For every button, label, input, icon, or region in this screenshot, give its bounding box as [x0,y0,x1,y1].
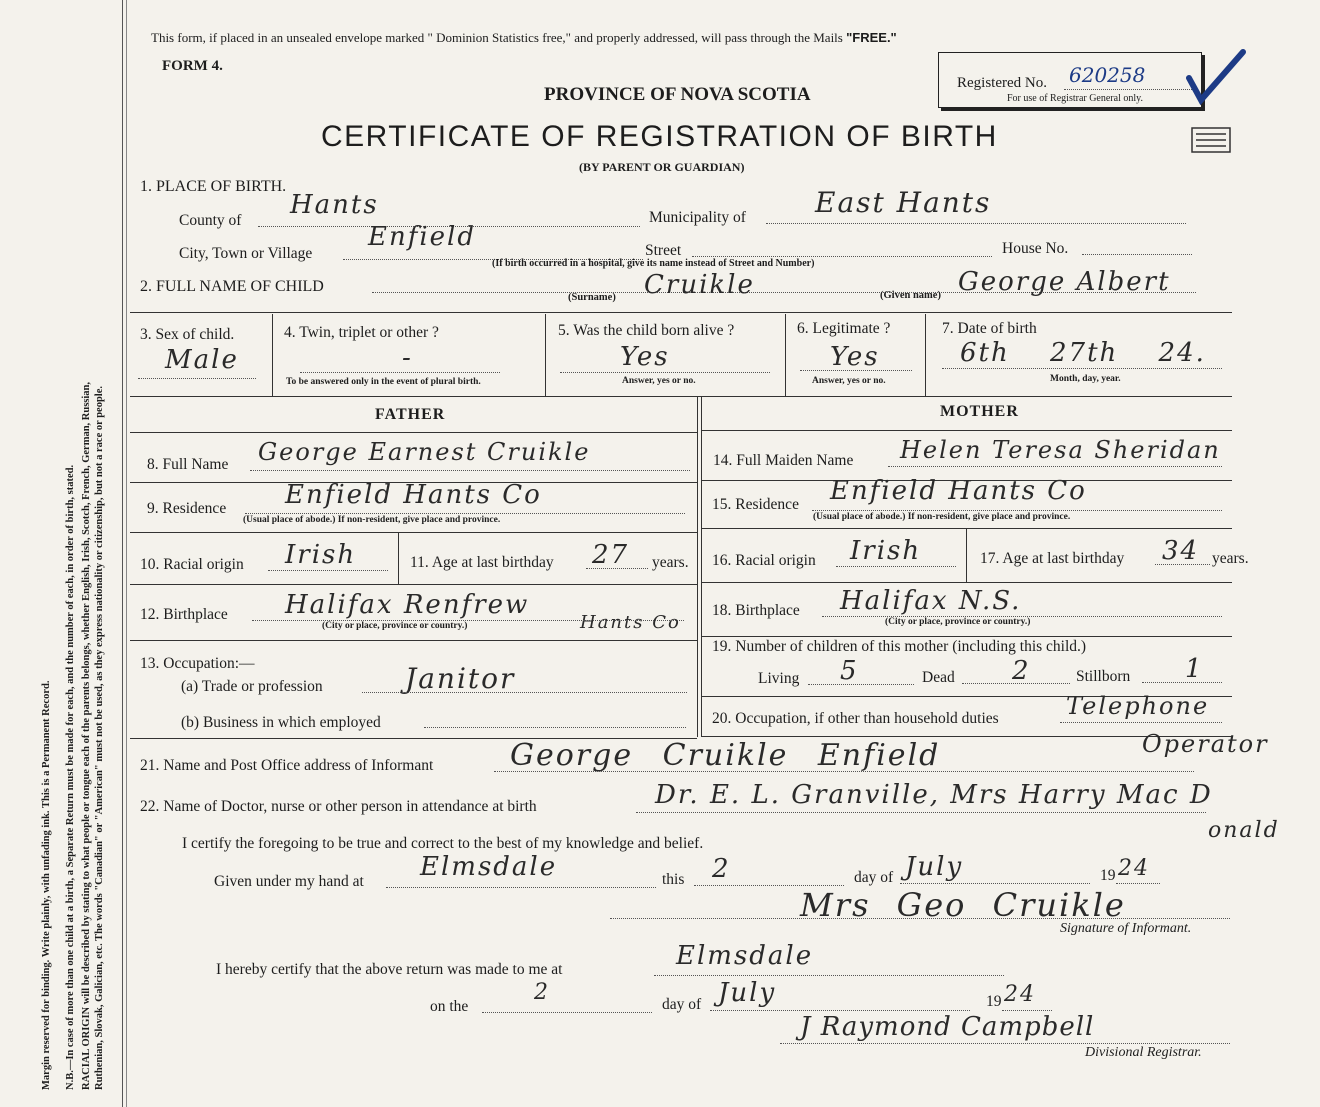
mother-birthplace-label: 18. Birthplace [712,602,800,619]
father-business-label: (b) Business in which employed [181,714,381,731]
twin-line [300,372,500,373]
registrar-year-line [1002,1010,1052,1011]
on-the-value: 2 [534,980,550,1005]
father-residence-note: (Usual place of abode.) If non-resident, give place and province. [243,515,501,525]
living-line [808,684,914,685]
given-name-label: (Given name) [880,290,941,301]
mother-birthplace-note: (City or place, province or country.) [885,617,1031,627]
parents-divider [697,397,698,737]
province-heading: PROVINCE OF NOVA SCOTIA [544,84,811,105]
mother-row-line-3 [701,582,1232,583]
registered-number: 620258 [1069,63,1146,87]
margin-notes [40,382,106,1090]
father-race-line [268,570,388,571]
alive-note: Answer, yes or no. [622,376,696,386]
house-line [1082,254,1192,255]
father-row-line-4 [130,640,697,641]
registered-box [938,52,1202,108]
father-trade-value: Janitor [405,662,516,695]
twin-note: To be answered only in the event of plural birth. [286,377,481,387]
this-day-value: 2 [712,854,731,884]
municipality-value: East Hants [815,186,992,219]
twin-label: 4. Twin, triplet or other ? [284,324,439,341]
row3-divider-1 [272,314,273,396]
registrar-signature-caption: Divisional Registrar. [1085,1045,1202,1060]
legitimate-line [800,370,912,371]
surname-label: (Surname) [568,292,616,303]
father-row-line-3 [130,584,697,585]
registrar-note: For use of Registrar General only. [1007,93,1143,104]
mother-heading-line [701,430,1232,431]
registrar-place-value: Elmsdale [676,941,814,971]
registrar-signature: J Raymond Campbell [800,1012,1095,1042]
mother-name-line [888,466,1222,467]
stillborn-line [1142,682,1222,683]
mail-notice-text: This form, if placed in an unsealed envelope marked " Dominion Statistics free," and properly addressed, will pass through the Mails [151,30,843,45]
father-age-value: 27 [592,540,630,570]
stillborn-label: Stillborn [1076,668,1131,685]
month-line [900,883,1090,884]
informant-label: 21. Name and Post Office address of Informant [140,757,434,774]
mother-age-value: 34 [1162,536,1200,566]
father-residence-line [245,513,685,514]
alive-value: Yes [620,342,670,372]
father-birthplace-label: 12. Birthplace [140,606,228,623]
father-birthplace-value-2: Hants Co [580,612,681,633]
father-trade-label: (a) Trade or profession [181,678,323,695]
twin-value: - [402,343,413,373]
living-label: Living [758,670,800,687]
parents-divider-2 [701,397,702,737]
check-mark-icon [1185,48,1247,108]
given-name-value: George Albert [958,267,1171,297]
row3-divider-3 [785,314,786,396]
mother-race-value: Irish [850,536,922,566]
father-race-age-divider [398,532,399,584]
alive-line [560,372,770,373]
informant-signature: Mrs Geo Cruikle [800,886,1126,924]
attendant-value: Dr. E. L. Granville, Mrs Harry Mac D [655,780,1213,810]
row3-top-border [130,312,1232,313]
mother-age-unit: years. [1212,550,1249,567]
informant-signature-caption: Signature of Informant. [1060,921,1192,936]
mother-race-line [836,566,956,567]
mother-residence-note: (Usual place of abode.) If non-resident, give place and province. [813,512,1071,522]
mother-heading: MOTHER [940,403,1019,420]
place-of-birth-heading: 1. PLACE OF BIRTH. [140,178,287,195]
row3-bottom-border [130,396,1232,397]
mother-name-label: 14. Full Maiden Name [713,452,854,469]
informant-line [494,771,1194,772]
surname-value: Cruikle [644,270,755,300]
mother-age-line [1155,564,1210,565]
registrar-day-of-label: day of [662,996,702,1013]
this-label: this [662,871,685,888]
municipality-label: Municipality of [649,209,746,226]
certificate-subtitle: (BY PARENT OR GUARDIAN) [579,160,745,174]
attendant-value-2: onald [1208,818,1280,843]
mother-birthplace-value: Halifax N.S. [840,586,1022,616]
legitimate-note: Answer, yes or no. [812,376,886,386]
mail-free-text: "FREE." [846,30,897,45]
registrar-signature-line [780,1043,1230,1044]
margin-note-4: Ruthenian, Slovak, Galician, etc. The words "Canadian" or "American" must not be used, as they express nationality or citizenship, but not a race or people. [94,385,105,1090]
mother-occupation-line [1060,722,1222,723]
father-age-label: 11. Age at last birthday [410,554,554,571]
registrar-statement: I hereby certify that the above return was made to me at [216,961,563,978]
attendant-label: 22. Name of Doctor, nurse or other person in attendance at birth [140,798,537,815]
registered-label: Registered No. [957,75,1047,91]
sex-label: 3. Sex of child. [140,326,235,343]
certify-statement: I certify the foregoing to be true and correct to the best of my knowledge and belief. [182,835,704,852]
sex-value: Male [165,345,239,375]
given-place-value: Elmsdale [420,852,558,882]
mother-residence-label: 15. Residence [712,496,799,513]
legitimate-label: 6. Legitimate ? [797,320,891,337]
father-business-line [424,727,686,728]
row3-divider-2 [545,314,546,396]
father-birthplace-value: Halifax Renfrew [285,590,530,620]
date-of-birth-label: 7. Date of birth [942,320,1037,337]
child-name-heading: 2. FULL NAME OF CHILD [140,278,324,295]
registrar-place-line [654,975,1004,976]
registrar-month-value: July [718,978,777,1008]
city-label: City, Town or Village [179,245,313,262]
date-of-birth-line [942,368,1222,369]
father-birthplace-note: (City or place, province or country.) [322,621,468,631]
mother-children-label: 19. Number of children of this mother (including this child.) [712,638,1087,655]
father-residence-label: 9. Residence [147,500,227,517]
dead-label: Dead [922,669,955,686]
registrar-year-prefix: 19 [986,993,1002,1010]
date-of-birth-note: Month, day, year. [1050,374,1121,384]
mother-age-label: 17. Age at last birthday [980,550,1125,567]
registrar-year-value: 24 [1004,982,1036,1007]
father-occupation-label: 13. Occupation:— [140,655,255,672]
mother-residence-line [812,510,1222,511]
year-value: 24 [1118,856,1150,881]
father-race-label: 10. Racial origin [140,556,244,573]
year-prefix: 19 [1100,867,1116,884]
stillborn-value: 1 [1185,654,1204,684]
registered-number-line [1064,89,1192,90]
year-line [1116,883,1160,884]
father-name-value: George Earnest Cruikle [258,438,591,466]
mother-occupation-value: Telephone [1066,692,1210,720]
father-trade-line [362,692,687,693]
county-label: County of [179,212,242,229]
alive-label: 5. Was the child born alive ? [558,322,735,339]
father-name-line [250,470,690,471]
given-place-line [386,887,656,888]
legitimate-value: Yes [830,342,880,372]
father-row-line-2 [130,532,697,533]
day-of-label: day of [854,869,894,886]
certificate-title: CERTIFICATE OF REGISTRATION OF BIRTH [321,120,998,153]
mother-residence-value: Enfield Hants Co [830,476,1087,506]
date-of-birth-value: 6th 27th 24. [960,338,1206,368]
father-age-unit: years. [652,554,689,571]
row3-divider-4 [925,314,926,396]
informant-signature-line [610,918,1230,919]
street-line [692,256,992,257]
on-the-label: on the [430,998,469,1015]
attendant-line [636,812,1206,813]
informant-value: George Cruikle Enfield [510,738,941,773]
father-race-value: Irish [285,540,357,570]
mail-notice [151,30,897,46]
registrar-month-line [710,1010,970,1011]
mother-race-age-divider [966,528,967,582]
form-number: FORM 4. [162,58,223,74]
margin-note-1: Margin reserved for binding. Write plainly, with unfading ink. This is a Permanent Record. [41,680,52,1090]
margin-note-2: N.B.—In case of more than one child at a birth, a Separate Return must be made for each, and the number of each, in order of birth, stated. [65,464,76,1090]
hospital-note: (If birth occurred in a hospital, give its name instead of Street and Number) [492,258,815,269]
binding-margin-line-2 [126,0,127,1107]
father-age-line [586,568,648,569]
father-birthplace-line [252,620,684,621]
municipality-line [766,223,1186,224]
father-residence-value: Enfield Hants Co [285,480,542,510]
dead-line [962,683,1070,684]
father-heading-line [130,432,697,433]
margin-note-3: RACIAL ORIGIN will be described by stating to what people or tongue each of the parents belongs, whether English, Irish, Scotch, French, German, Russian, [81,381,92,1090]
city-value: Enfield [368,222,477,252]
father-heading: FATHER [375,406,446,423]
mother-row-line-4 [701,636,1232,637]
dead-value: 2 [1012,656,1031,686]
given-under-label: Given under my hand at [214,873,364,890]
mother-name-value: Helen Teresa Sheridan [900,436,1221,464]
binding-margin-line [122,0,123,1107]
month-value: July [905,852,964,882]
mother-occupation-value-2: Operator [1142,730,1269,758]
father-name-label: 8. Full Name [147,456,229,473]
living-value: 5 [840,656,859,686]
stamp-mark [1188,122,1238,158]
on-the-line [482,1012,652,1013]
street-label: Street [645,242,682,259]
county-value: Hants [290,190,379,220]
mother-race-label: 16. Racial origin [712,552,816,569]
mother-occupation-label: 20. Occupation, if other than household duties [712,710,999,727]
sex-line [138,378,256,379]
house-label: House No. [1002,240,1069,257]
